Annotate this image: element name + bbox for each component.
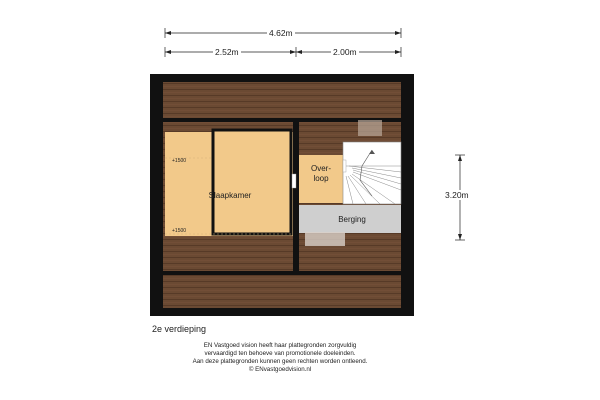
depth-label: 3.20m [445,190,469,200]
disclaimer-line-3: Aan deze plattegronden kunnen geen rechten worden ontleend. [192,358,368,365]
total-width-label: 4.62m [269,28,293,38]
height-label-top: +1500 [172,158,187,164]
storage-label: Berging [338,215,366,224]
roof-top [163,82,401,118]
bedroom-label: Slaapkamer [208,191,252,200]
disclaimer-line-2: vervaardigd ten behoeve van promotionele doeleinden. [204,350,356,357]
bedroom-alcove [213,130,291,234]
skylight-bottom [305,232,345,246]
door-bedroom [292,174,296,188]
roof-right-bottom [299,242,401,271]
skylight-top [358,120,382,136]
door-landing [343,160,346,172]
left-width-label: 2.52m [215,47,239,57]
landing-label: Over- loop [311,164,331,183]
right-width-label: 2.00m [333,47,357,57]
disclaimer-line-4: © ENvastgoedvision.nl [248,366,312,373]
height-label-bottom: +1500 [172,228,187,234]
floor-title: 2e verdieping [152,324,207,334]
interior-wall [293,118,299,271]
roof-left-bottom [163,240,293,271]
roof-bottom [163,275,401,308]
disclaimer-line-1: EN Vastgoed vision heeft haar plattegronden zorgvuldig [203,342,357,349]
